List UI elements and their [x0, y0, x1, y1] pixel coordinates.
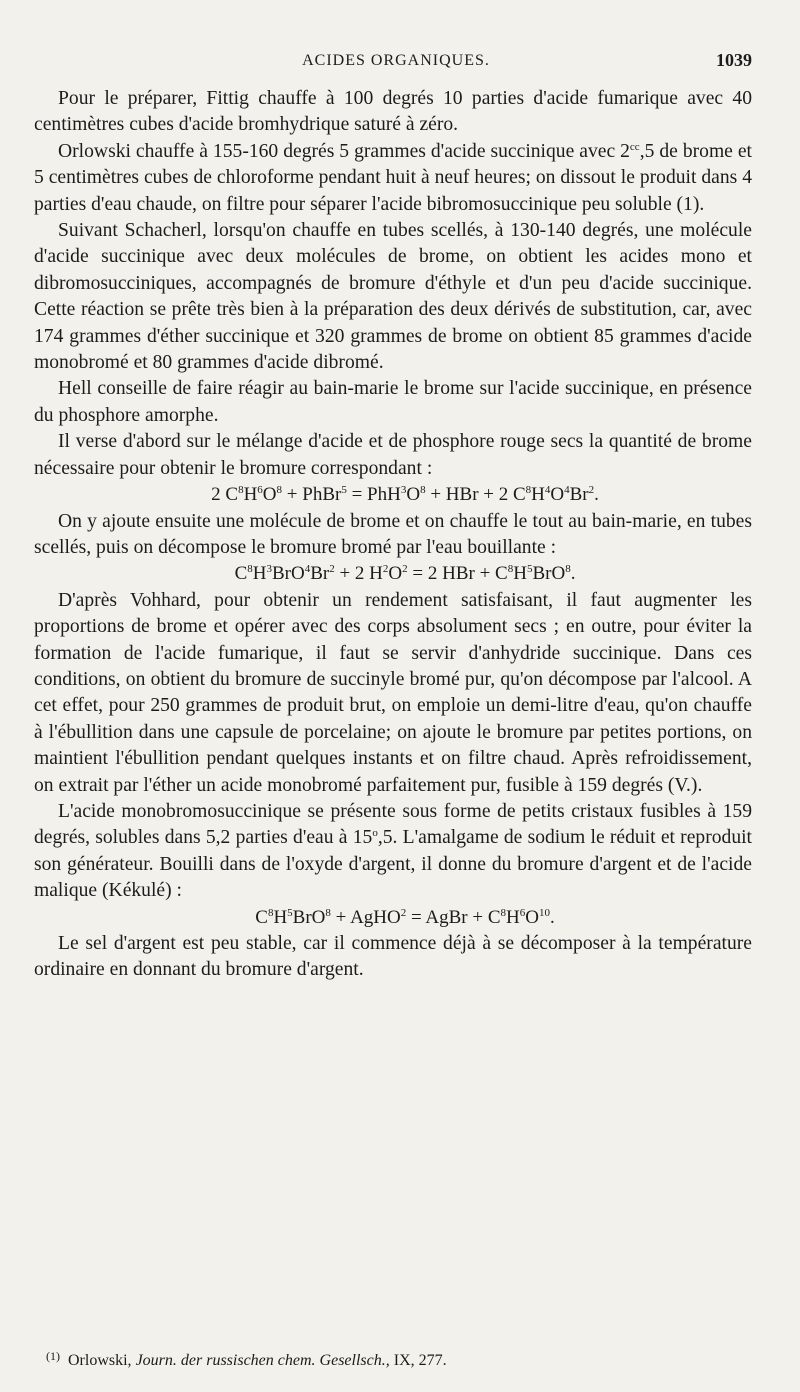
- formula-text: .: [550, 906, 555, 928]
- formula-superscript: 2: [382, 563, 389, 576]
- formula-text: Br: [569, 484, 589, 506]
- formula-text: O: [388, 563, 403, 585]
- paragraph-8: [34, 799, 752, 905]
- footnote-author: Orlowski,: [68, 1352, 132, 1369]
- formula-superscript: 3: [400, 484, 407, 497]
- formula-superscript: 2: [588, 484, 595, 497]
- paragraph-8-sup: o: [372, 827, 378, 840]
- formula-3: [34, 905, 752, 931]
- formula-text: H: [513, 563, 527, 585]
- formula-2: [34, 561, 752, 587]
- page-header: [40, 50, 752, 74]
- formula-text: + AgHO: [330, 906, 401, 928]
- formula-text: Br: [310, 563, 330, 585]
- paragraph-3: Suivant Schacherl, lorsqu'on chauffe en tubes scellés, à 130-140 degrés, une molécule d'acide succinique avec deux molécules de brome, on obtient les acides mono et dibromosucciniques, accompagnés de bromure d'éthyle et d'un peu d'acide succinique. Cette réaction se prête très bien à la préparation des deux dérivés de substitution, car, avec 174 grammes d'éther succinique et 320 grammes de brome on obtient 85 grammes d'acide monobromé et 80 grammes d'acide dibromé.: [34, 220, 752, 374]
- footnote: [46, 1346, 752, 1371]
- formula-superscript: 8: [238, 484, 244, 497]
- paragraph-5: Il verse d'abord sur le mélange d'acide et de phosphore rouge secs la quantité de brome nécessaire pour obtenir le bromure correspondant :: [34, 431, 752, 479]
- formula-text: BrO: [271, 563, 305, 585]
- paragraph-2-text-b: ,5 de brome et 5 centimètres cubes de chloroforme pendant huit à neuf heures; on dissout le produit dans 4 parties d'eau chaude, on filtre pour séparer l'acide bibromosuccinique peu soluble (1).: [34, 140, 752, 215]
- paragraph-1: Pour le préparer, Fittig chauffe à 100 degrés 10 parties d'acide fumarique avec 40 centimètres cubes d'acide bromhydrique saturé à zéro.: [34, 88, 752, 136]
- footnote-ref: IX, 277.: [393, 1352, 447, 1369]
- formula-superscript: 4: [544, 484, 551, 497]
- formula-superscript: 8: [420, 484, 426, 497]
- page-body: [34, 86, 752, 984]
- paragraph-7: D'après Vohhard, pour obtenir un rendement satisfaisant, il faut augmenter les proportions de brome et opérer avec des corps absolument secs ; en outre, pour éviter la formation de l'acide fumarique, il faut se servir d'anhydride succinique. Dans ces conditions, on obtient du bromure de succinyle bromé pur, qu'on décompose par l'alcool. A cet effet, pour 250 grammes de produit brut, on emploie un demi-litre d'eau, qu'on chauffe à l'ébullition dans une capsule de porcelaine; on ajoute le bromure par petites portions, on maintient l'ébullition pendant quelques instants et on filtre chaud. Après refroidissement, on extrait par l'éther un acide monobromé parfaitement pur, fusible à 159 degrés (V.).: [34, 589, 752, 796]
- formula-text: = 2 HBr + C: [407, 563, 508, 585]
- formula-superscript: 8: [507, 563, 514, 576]
- formula-text: H: [506, 906, 520, 928]
- paragraph-2-text-a: Orlowski chauffe à 155-160 degrés 5 grammes d'acide succinique avec 2: [58, 140, 630, 162]
- formula-superscript: 5: [287, 906, 293, 919]
- formula-text: O: [406, 484, 421, 506]
- footnote-mark: (1): [46, 1349, 60, 1363]
- formula-text: .: [570, 563, 576, 585]
- formula-superscript: 4: [564, 484, 570, 497]
- formula-1: [34, 482, 752, 508]
- formula-superscript: 6: [519, 906, 526, 919]
- formula-text: BrO: [532, 563, 566, 585]
- formula-text: .: [594, 484, 599, 506]
- formula-text: 2 C: [211, 484, 239, 506]
- paragraph-8-text-b: ,5. L'amalgame de sodium le réduit et reproduit son générateur. Bouilli dans de l'oxyde d'argent, il donne du bromure d'argent et de l'acide malique (Kékulé) :: [34, 827, 753, 902]
- formula-superscript: 8: [276, 484, 283, 497]
- paragraph-9: Le sel d'argent est peu stable, car il commence déjà à se décomposer à la température ordinaire en donnant du bromure d'argent.: [34, 933, 752, 981]
- formula-text: H: [252, 563, 267, 585]
- formula-text: O: [262, 484, 277, 506]
- formula-text: C: [255, 906, 268, 928]
- formula-superscript: 8: [325, 906, 331, 919]
- formula-superscript: 5: [526, 563, 533, 576]
- formula-text: + 2 H: [334, 563, 383, 585]
- formula-superscript: 8: [565, 563, 571, 576]
- formula-superscript: 2: [400, 906, 407, 919]
- formula-superscript: 2: [402, 563, 408, 576]
- formula-text: = PhH: [346, 484, 401, 506]
- paragraph-2-sup: cc: [629, 140, 640, 153]
- paragraph-8-text-a: L'acide monobromosuccinique se présente sous forme de petits cristaux fusibles à 159 degrés, solubles dans 5,2 parties d'eau à 15: [34, 800, 752, 849]
- formula-text: = AgBr + C: [406, 906, 501, 928]
- formula-text: O: [550, 484, 565, 506]
- formula-text: + HBr + 2 C: [425, 484, 526, 506]
- formula-superscript: 4: [304, 563, 311, 576]
- footnote-journal: Journ. der russischen chem. Gesellsch.,: [135, 1352, 390, 1369]
- formula-text: O: [525, 906, 539, 928]
- formula-text: H: [531, 484, 545, 506]
- formula-superscript: 5: [341, 484, 347, 497]
- running-title: ACIDES ORGANIQUES.: [302, 52, 490, 69]
- formula-superscript: 8: [247, 563, 253, 576]
- formula-superscript: 8: [500, 906, 507, 919]
- formula-superscript: 8: [267, 906, 274, 919]
- paragraph-4: Hell conseille de faire réagir au bain-marie le brome sur l'acide succinique, en présence du phosphore amorphe.: [34, 378, 752, 426]
- formula-superscript: 2: [329, 563, 335, 576]
- formula-superscript: 3: [266, 563, 272, 576]
- formula-text: H: [273, 906, 288, 928]
- paragraph-6: On y ajoute ensuite une molécule de brome et on chauffe le tout au bain-marie, en tubes scellés, puis on décompose le bromure bromé par l'eau bouillante :: [34, 510, 752, 558]
- paragraph-2: [34, 139, 752, 218]
- formula-superscript: 8: [525, 484, 532, 497]
- formula-superscript: 6: [257, 484, 263, 497]
- formula-text: C: [234, 563, 248, 585]
- formula-text: BrO: [292, 906, 326, 928]
- page-number: 1039: [716, 50, 752, 70]
- formula-text: H: [243, 484, 258, 506]
- formula-text: + PhBr: [282, 484, 342, 506]
- formula-superscript: 10: [539, 906, 550, 919]
